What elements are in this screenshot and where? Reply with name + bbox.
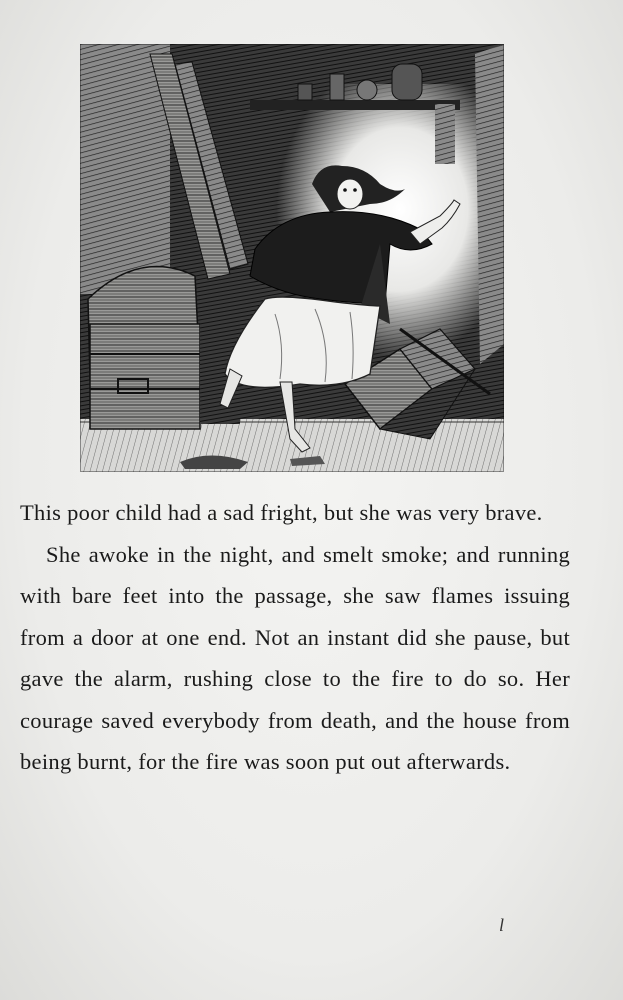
story-paragraph-2: She awoke in the night, and smelt smoke; and running with bare feet into the passage, she saw flames issuing from a door at one end. Not an instant did she pause, but gave the alarm, rushing close to the fire to do so. Her courage saved everybody from death, and the house from being burnt, for the fire was soon put out afterwards. — [20, 541, 570, 774]
engraving-illustration — [80, 44, 504, 472]
story-paragraph-1: This poor child had a sad fright, but she was very brave. — [20, 500, 543, 525]
story-text — [20, 492, 570, 783]
page-signature-mark: l — [499, 915, 505, 935]
